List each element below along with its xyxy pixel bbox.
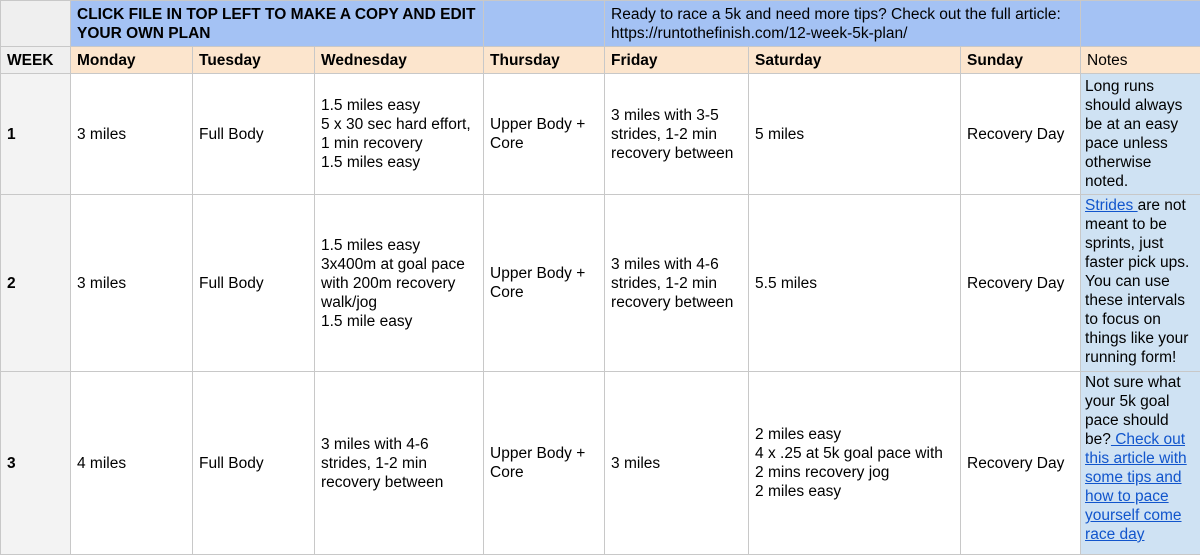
banner-instructions-cell[interactable]: CLICK FILE IN TOP LEFT TO MAKE A COPY AND EDIT YOUR OWN PLAN xyxy=(71,1,484,47)
table-row xyxy=(1,372,1200,555)
notes-cell[interactable] xyxy=(1081,372,1200,555)
banner-row xyxy=(1,1,1200,47)
banner-article-prompt: Ready to race a 5k and need more tips? Check out the full article: xyxy=(611,5,1061,23)
banner-corner-cell[interactable] xyxy=(1,1,71,47)
saturday-cell[interactable]: 5.5 miles xyxy=(749,195,961,372)
table-row xyxy=(1,74,1200,195)
banner-article-cell[interactable] xyxy=(605,1,1081,47)
banner-article-url: https://runtothefinish.com/12-week-5k-plan/ xyxy=(611,24,908,42)
tuesday-cell[interactable]: Full Body xyxy=(193,372,315,555)
wednesday-cell[interactable]: 1.5 miles easy 3x400m at goal pace with 200m recovery walk/jog 1.5 mile easy xyxy=(315,195,484,372)
week-number-cell[interactable]: 3 xyxy=(1,372,71,555)
tuesday-cell[interactable]: Full Body xyxy=(193,195,315,372)
thursday-cell[interactable]: Upper Body + Core xyxy=(484,195,605,372)
friday-cell[interactable]: 3 miles xyxy=(605,372,749,555)
monday-cell[interactable]: 3 miles xyxy=(71,195,193,372)
header-week[interactable]: WEEK xyxy=(1,47,71,74)
table-row xyxy=(1,195,1200,372)
week-number-cell[interactable]: 1 xyxy=(1,74,71,195)
monday-cell[interactable]: 4 miles xyxy=(71,372,193,555)
wednesday-cell[interactable]: 3 miles with 4-6 strides, 1-2 min recovery between xyxy=(315,372,484,555)
monday-cell[interactable]: 3 miles xyxy=(71,74,193,195)
saturday-cell[interactable]: 5 miles xyxy=(749,74,961,195)
wednesday-cell[interactable]: 1.5 miles easy 5 x 30 sec hard effort, 1 min recovery 1.5 miles easy xyxy=(315,74,484,195)
notes-cell[interactable] xyxy=(1081,195,1200,372)
banner-notes-empty-cell[interactable] xyxy=(1081,1,1200,47)
notes-text: Not sure what your 5k goal pace should be? xyxy=(1085,374,1181,448)
thursday-cell[interactable]: Upper Body + Core xyxy=(484,74,605,195)
saturday-cell[interactable]: 2 miles easy 4 x .25 at 5k goal pace with 2 mins recovery jog 2 miles easy xyxy=(749,372,961,555)
header-wednesday[interactable]: Wednesday xyxy=(315,47,484,74)
notes-cell[interactable] xyxy=(1081,74,1200,195)
header-monday[interactable]: Monday xyxy=(71,47,193,74)
header-tuesday[interactable]: Tuesday xyxy=(193,47,315,74)
sunday-cell[interactable]: Recovery Day xyxy=(961,372,1081,555)
header-row xyxy=(1,47,1200,74)
header-friday[interactable]: Friday xyxy=(605,47,749,74)
notes-text: Long runs should always be at an easy pace unless otherwise noted. xyxy=(1085,78,1183,190)
header-saturday[interactable]: Saturday xyxy=(749,47,961,74)
sunday-cell[interactable]: Recovery Day xyxy=(961,195,1081,372)
notes-text: are not meant to be sprints, just faster pick ups. You can use these intervals to focus on things like your running form! xyxy=(1085,197,1190,366)
header-notes[interactable]: Notes xyxy=(1081,47,1200,74)
tuesday-cell[interactable]: Full Body xyxy=(193,74,315,195)
banner-empty-cell[interactable] xyxy=(484,1,605,47)
sunday-cell[interactable]: Recovery Day xyxy=(961,74,1081,195)
thursday-cell[interactable]: Upper Body + Core xyxy=(484,372,605,555)
friday-cell[interactable]: 3 miles with 3-5 strides, 1-2 min recovery between xyxy=(605,74,749,195)
friday-cell[interactable]: 3 miles with 4-6 strides, 1-2 min recovery between xyxy=(605,195,749,372)
week-number-cell[interactable]: 2 xyxy=(1,195,71,372)
header-sunday[interactable]: Sunday xyxy=(961,47,1081,74)
pace-article-link[interactable]: Check out this article with some tips and how to pace yourself come race day xyxy=(1085,431,1187,543)
strides-link[interactable]: Strides xyxy=(1085,197,1138,214)
header-thursday[interactable]: Thursday xyxy=(484,47,605,74)
